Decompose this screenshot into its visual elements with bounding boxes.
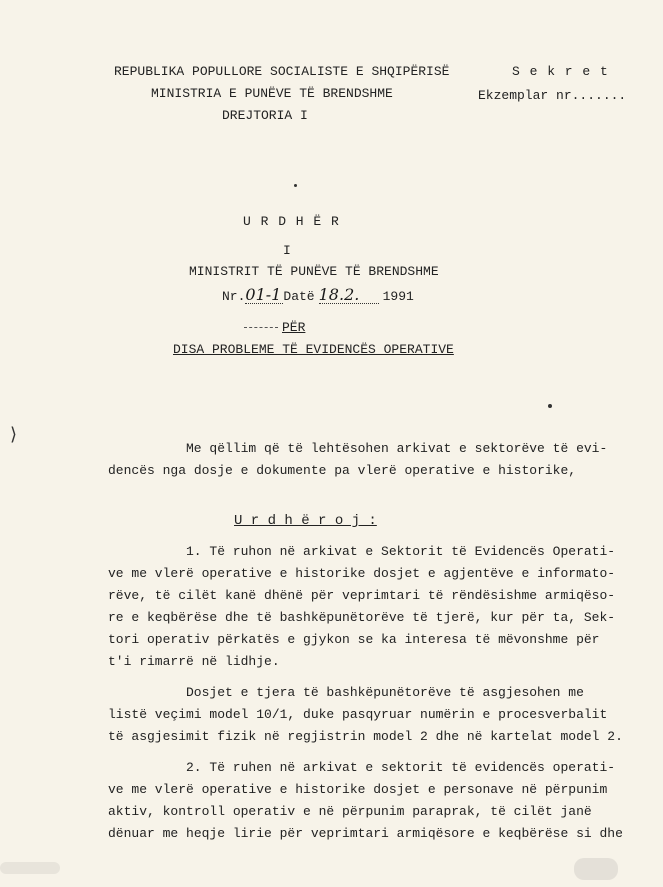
paper-smudge	[0, 862, 60, 874]
p2-line-2: listë veçimi model 10/1, duke pasqyruar numërin e procesverbalit	[108, 707, 608, 722]
header-secret: S e k r e t	[512, 64, 609, 79]
header-republic: REPUBLIKA POPULLORE SOCIALISTE E SHQIPËRISË	[114, 64, 450, 79]
header-directorate: DREJTORIA I	[222, 108, 308, 123]
p3-line-4: dënuar me heqje lirie për veprimtari armiqësore e keqbërëse si dhe	[108, 826, 623, 841]
title-number-line	[222, 287, 414, 305]
nr-handwritten: 01-1	[245, 287, 283, 304]
p3-line-3: aktiv, kontroll operativ e në përpunim paraprak, të cilët janë	[108, 804, 592, 819]
title-for: PËR	[282, 320, 306, 335]
margin-mark: ⟩	[10, 424, 18, 445]
orders-heading: U r d h ë r o j :	[234, 513, 377, 529]
p1-line-2: ve me vlerë operative e historike dosjet e agjentëve e informato-	[108, 566, 616, 581]
p1-line-4: re e keqbërëse dhe të bashkëpunëtorëve të tjerë, kur për ta, Sek-	[108, 610, 616, 625]
p1-line-3: rëve, të cilët kanë dhënë për veprimtari të rëndësishme armiqëso-	[108, 588, 616, 603]
intro-line-2: dencës nga dosje e dokumente pa vlerë operative e historike,	[108, 463, 577, 478]
ink-dot-2	[548, 404, 552, 408]
dash-line	[244, 327, 278, 328]
title-subject: DISA PROBLEME TË EVIDENCËS OPERATIVE	[173, 342, 454, 357]
date-label: Datë	[283, 289, 315, 304]
p3-line-1: 2. Të ruhen në arkivat e sektorit të evidencës operati-	[186, 760, 616, 775]
title-order: U R D H Ë R	[243, 214, 340, 229]
p2-line-1: Dosjet e tjera të bashkëpunëtorëve të asgjesohen me	[186, 685, 584, 700]
date-handwritten: 18.2.	[319, 287, 379, 304]
nr-label: Nr.	[222, 289, 246, 304]
p1-line-6: t'i rimarrë në lidhje.	[108, 654, 280, 669]
header-copy-number: Ekzemplar nr.......	[478, 88, 627, 103]
year: 1991	[382, 289, 414, 304]
intro-line-1: Me qëllim që të lehtësohen arkivat e sektorëve të evi-	[186, 441, 608, 456]
p3-line-2: ve me vlerë operative e historike dosjet e personave në përpunim	[108, 782, 608, 797]
p2-line-3: të asgjesimit fizik në regjistrin model 2 dhe në kartelat model 2.	[108, 729, 623, 744]
p1-line-5: tori operativ përkatës e gjykon se ka interesa të mëvonshme për	[108, 632, 600, 647]
ink-dot	[294, 184, 297, 187]
header-ministry: MINISTRIA E PUNËVE TË BRENDSHME	[151, 86, 393, 101]
title-minister: MINISTRIT TË PUNËVE TË BRENDSHME	[189, 264, 439, 279]
title-for-line	[244, 320, 305, 336]
title-of: I	[283, 243, 291, 258]
paper-smudge-2	[574, 858, 618, 880]
p1-line-1: 1. Të ruhon në arkivat e Sektorit të Evidencës Operati-	[186, 544, 616, 559]
